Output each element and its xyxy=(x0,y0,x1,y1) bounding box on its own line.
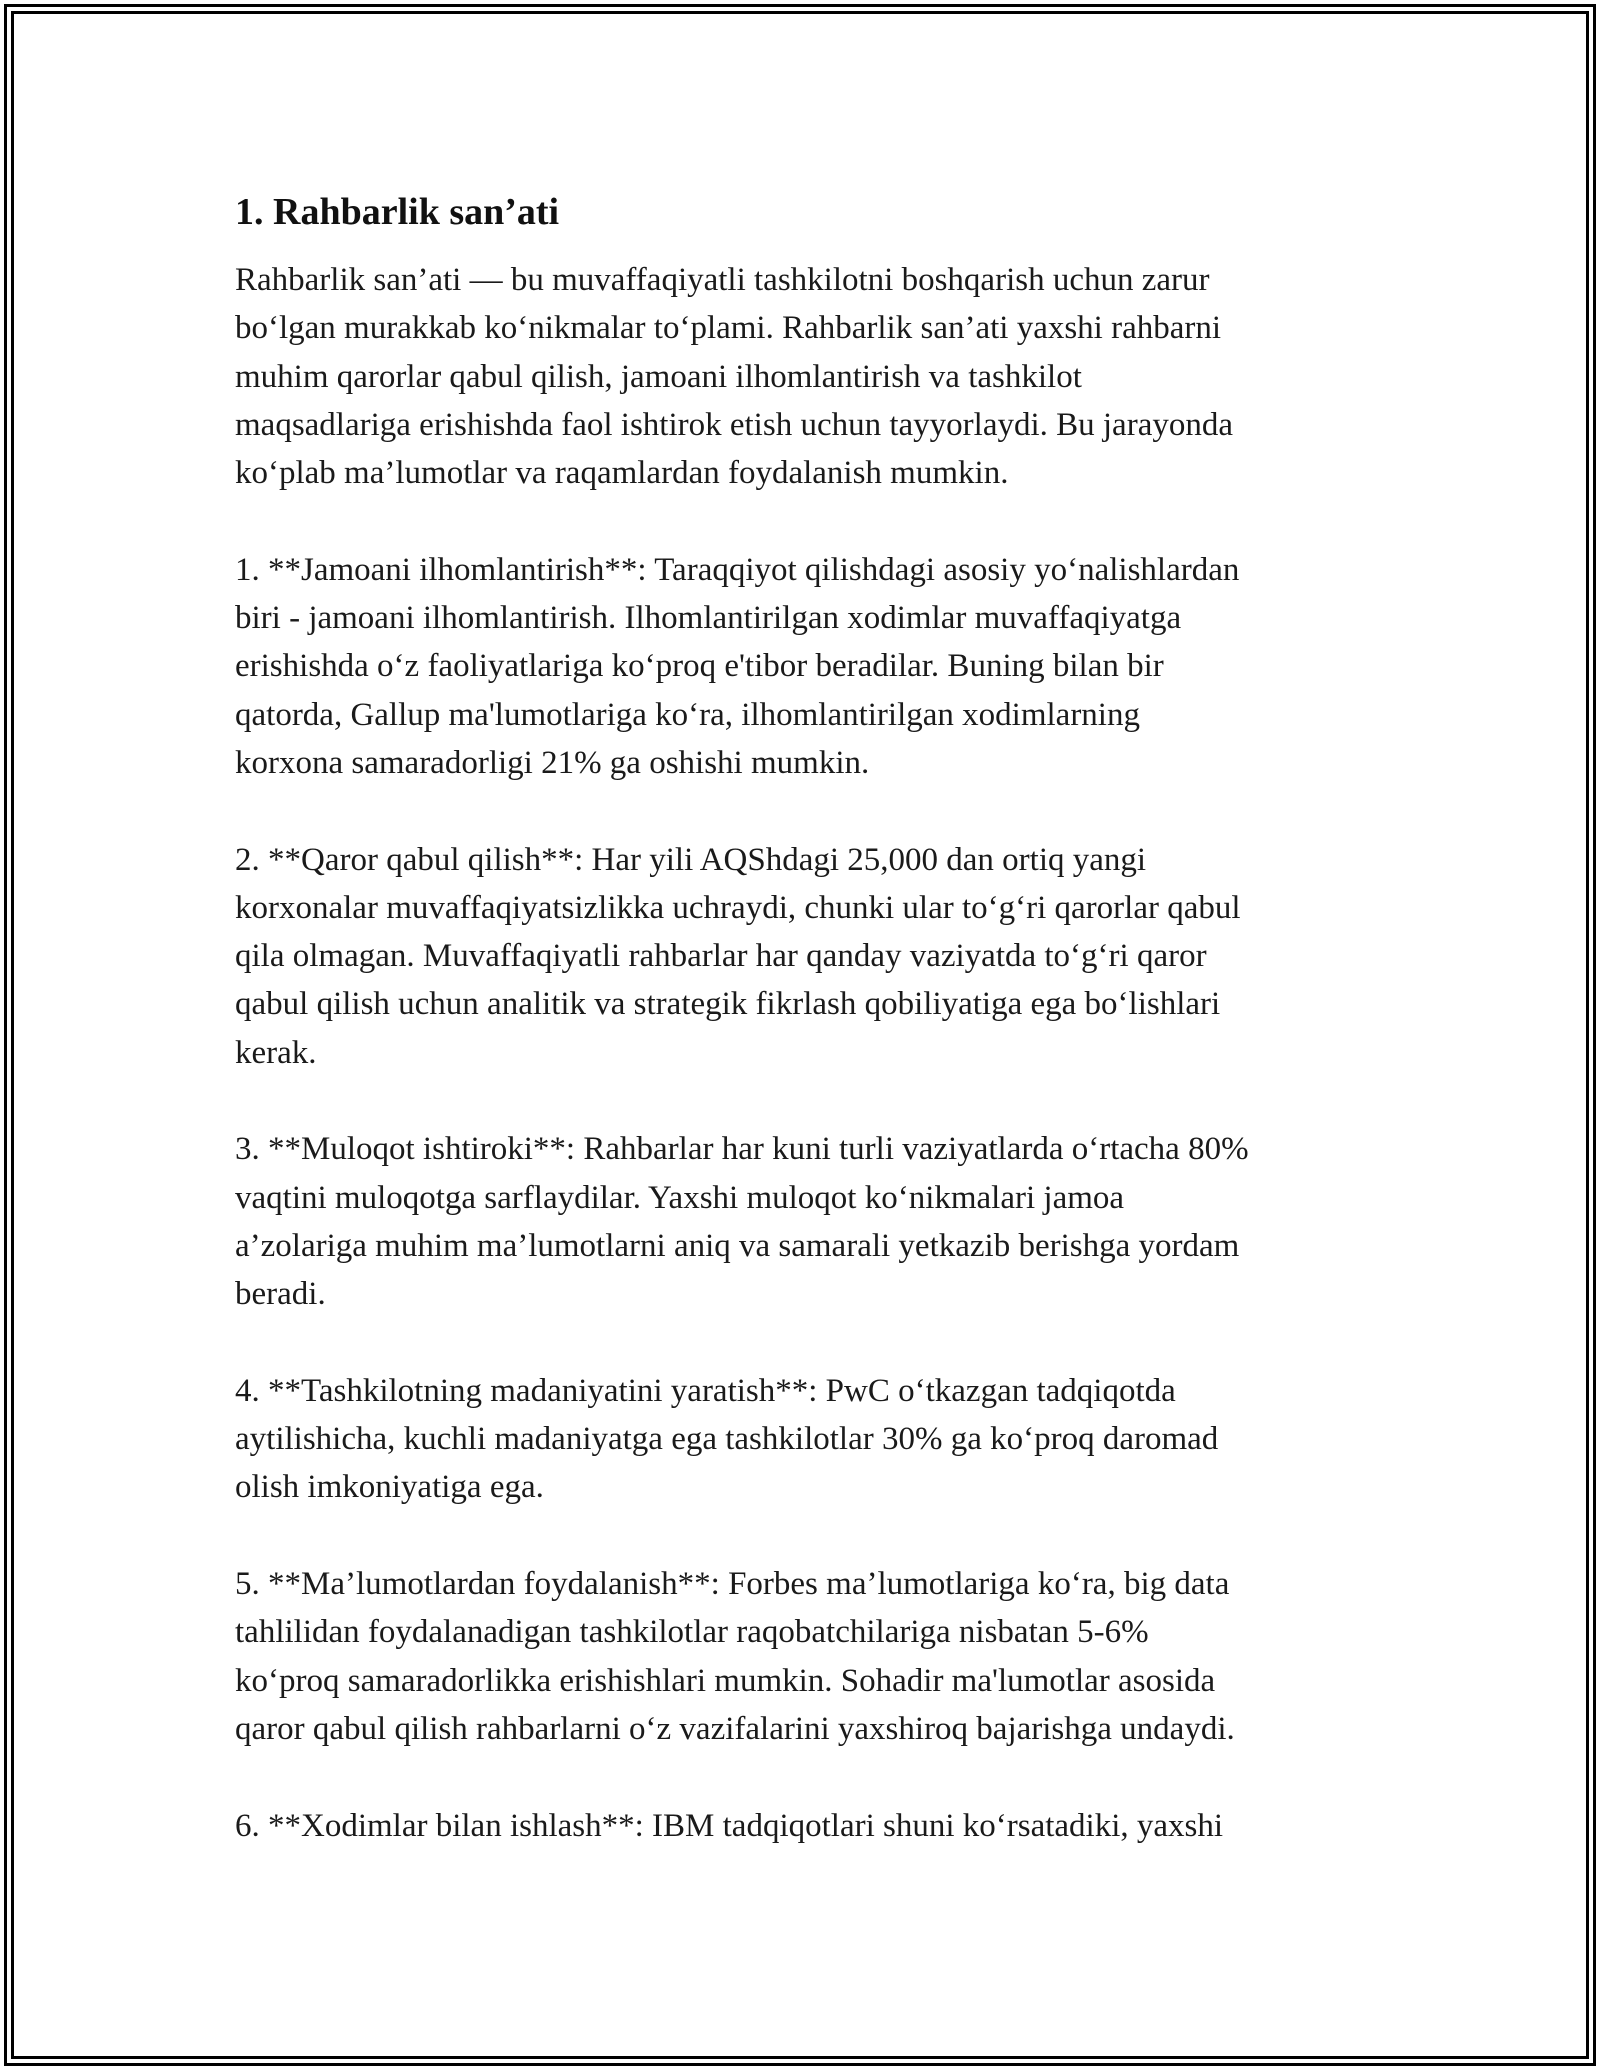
document-title: 1. Rahbarlik san’ati xyxy=(235,191,560,233)
document-body xyxy=(235,188,1385,1850)
list-item-communication: 3. **Muloqot ishtiroki**: Rahbarlar har kuni turli vaziyatlarda o‘rtacha 80% vaqtini muloqotga sarflaydilar. Yaxshi muloqot ko‘nikmalari jamoa a’zolariga muhim ma’lumotlarni aniq va samarali yetkazib berishga yordam beradi. xyxy=(235,1131,1249,1313)
list-item-inspiring-team: 1. **Jamoani ilhomlantirish**: Taraqqiyot qilishdagi asosiy yo‘nalishlardan biri - jamoani ilhomlantirish. Ilhomlantirilgan xodimlar muvaffaqiyatga erishishda o‘z faoliyatlariga ko‘proq e'tibor beradilar. Buning bilan bir qatorda, Gallup ma'lumotlariga ko‘ra, ilhomlantirilgan xodimlarning korxona samaradorligi 21% ga oshishi mumkin. xyxy=(235,551,1240,781)
list-item-decision-making: 2. **Qaror qabul qilish**: Har yili AQShdagi 25,000 dan ortiq yangi korxonalar muvaffaqiyatsizlikka uchraydi, chunki ular to‘g‘ri qarorlar qabul qila olmagan. Muvaffaqiyatli rahbarlar har qanday vaziyatda to‘g‘ri qaror qabul qilish uchun analitik va strategik fikrlash qobiliyatiga ega bo‘lishlari kerak. xyxy=(235,841,1241,1071)
list-item-working-with-staff: 6. **Xodimlar bilan ishlash**: IBM tadqiqotlari shuni ko‘rsatadiki, yaxshi xyxy=(235,1807,1224,1844)
list-item-organizational-culture: 4. **Tashkilotning madaniyatini yaratish**: PwC o‘tkazgan tadqiqotda aytilishicha, kuchli madaniyatga ega tashkilotlar 30% ga ko‘proq daromad olish imkoniyatiga ega. xyxy=(235,1372,1219,1506)
list-item-data-usage: 5. **Ma’lumotlardan foydalanish**: Forbes ma’lumotlariga ko‘ra, big data tahlilidan foydalanadigan tashkilotlar raqobatchilariga nisbatan 5-6% ko‘proq samaradorlikka erishishlari mumkin. Sohadir ma'lumotlar asosida qaror qabul qilish rahbarlarni o‘z vazifalarini yaxshiroq bajarishga undaydi. xyxy=(235,1566,1235,1747)
intro-paragraph: Rahbarlik san’ati — bu muvaffaqiyatli tashkilotni boshqarish uchun zarur bo‘lgan murakkab ko‘nikmalar to‘plami. Rahbarlik san’ati yaxshi rahbarni muhim qarorlar qabul qilish, jamoani ilhomlantirish va tashkilot maqsadlariga erishishda faol ishtirok etish uchun tayyorlaydi. Bu jarayonda ko‘plab ma’lumotlar va raqamlardan foydalanish mumkin. xyxy=(235,262,1233,492)
